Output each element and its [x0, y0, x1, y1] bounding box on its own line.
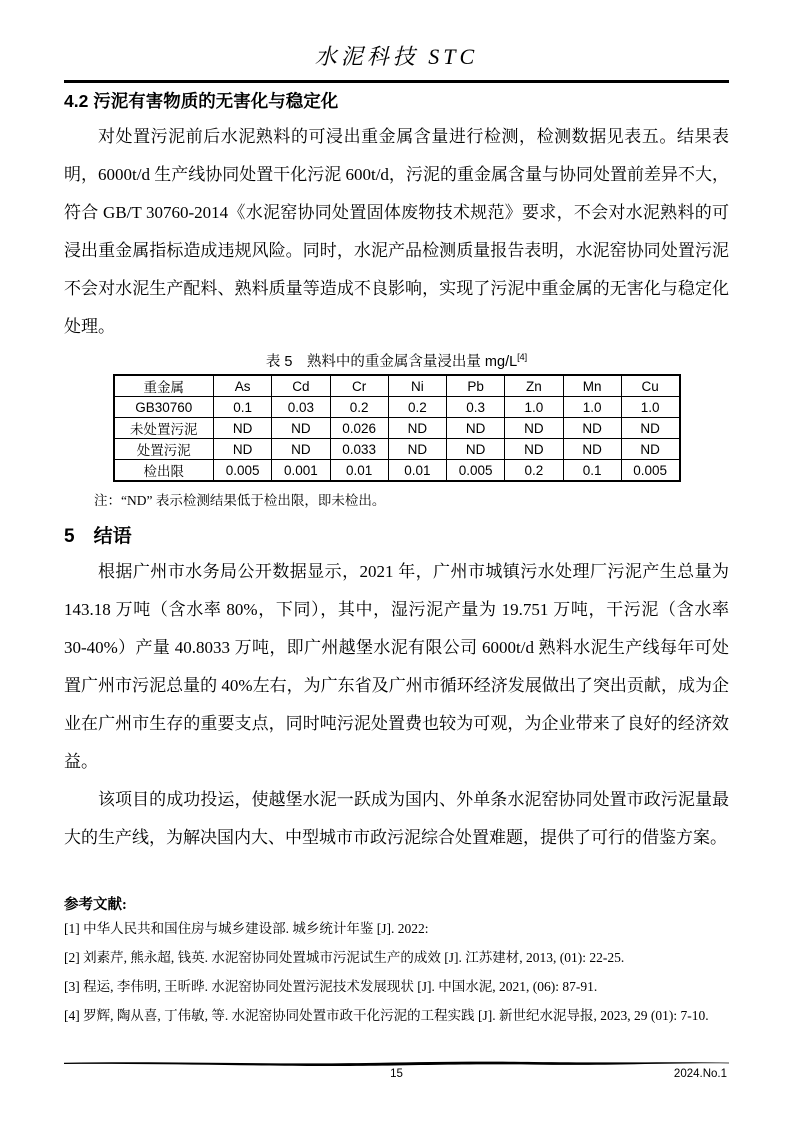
table-cell: ND — [447, 439, 505, 460]
reference-item: [4] 罗辉, 陶从喜, 丁伟敏, 等. 水泥窑协同处置市政干化污泥的工程实践 [J]. 新世纪水泥导报, 2023, 29 (01): 7-10. — [64, 1008, 709, 1023]
table-header-cell: As — [214, 375, 272, 397]
journal-title: 水泥科技 STC — [314, 44, 479, 69]
table-cell: ND — [621, 418, 679, 439]
references-section — [64, 893, 729, 1030]
table-cell: GB30760 — [114, 397, 214, 418]
table-cell: 0.026 — [330, 418, 388, 439]
table-cell: 0.005 — [621, 460, 679, 482]
table-row — [114, 397, 680, 418]
table-cell: 0.1 — [563, 460, 621, 482]
table-cell: 0.1 — [214, 397, 272, 418]
table-cell: ND — [505, 418, 563, 439]
table-header-cell: Pb — [447, 375, 505, 397]
reference-item: [1] 中华人民共和国住房与城乡建设部. 城乡统计年鉴 [J]. 2022: — [64, 921, 429, 936]
table-cell: 未处置污泥 — [114, 418, 214, 439]
section-5-paragraph-1: 根据广州市水务局公开数据显示，2021 年，广州市城镇污水处理厂污泥产生总量为 143.18 万吨（含水率 80%，下同），其中，湿污泥产量为 19.751 万吨，干污泥（含水率 30-40%）产量 40.8033 万吨，即广州越堡水泥有限公司 6000t/d 熟料水泥生产线每年可处置广州市污泥总量的 40%左右，为广东省及广州市循环经济发展做出了突出贡献，成为企业在广州市生存的重要支点，同时吨污泥处置费也较为可观，为企业带来了良好的经济效益。 — [64, 562, 729, 771]
section-5-paragraph-2: 该项目的成功投运，使越堡水泥一跃成为国内、外单条水泥窑协同处置市政污泥量最大的生产线，为解决国内大、中型城市市政污泥综合处置难题，提供了可行的借鉴方案。 — [64, 790, 729, 847]
table-row — [114, 439, 680, 460]
table-cell: ND — [388, 439, 446, 460]
table-cell: ND — [447, 418, 505, 439]
table-header-cell: 重金属 — [114, 375, 214, 397]
table-cell: 0.033 — [330, 439, 388, 460]
table-caption-text: 表 5 熟料中的重金属含量浸出量 mg/L — [265, 354, 518, 370]
table-cell: ND — [563, 439, 621, 460]
table-cell: ND — [563, 418, 621, 439]
table-header-cell: Cu — [621, 375, 679, 397]
table-cell: 0.03 — [272, 397, 330, 418]
table-cell: 1.0 — [505, 397, 563, 418]
table-header-cell: Cd — [272, 375, 330, 397]
table-cell: ND — [214, 418, 272, 439]
table-header-cell: Ni — [388, 375, 446, 397]
footer-row — [64, 1068, 729, 1084]
table-cell: 0.3 — [447, 397, 505, 418]
heavy-metals-table-body — [114, 375, 680, 481]
section-4-2-paragraph: 对处置污泥前后水泥熟料的可浸出重金属含量进行检测，检测数据见表五。结果表明，6000t/d 生产线协同处置干化污泥 600t/d，污泥的重金属含量与协同处置前差异不大，符合 GB/T 30760-2014《水泥窑协同处置固体废物技术规范》要求，不会对水泥熟料的可浸出重金属指标造成违规风险。同时，水泥产品检测质量报告表明，水泥窑协同处置污泥不会对水泥生产配料、熟料质量等造成不良影响，实现了污泥中重金属的无害化与稳定化处理。 — [64, 127, 729, 336]
table-cell: ND — [272, 439, 330, 460]
table-caption-citation: [4] — [517, 352, 528, 363]
table-cell: 0.001 — [272, 460, 330, 482]
reference-item: [2] 刘素芹, 熊永超, 钱英. 水泥窑协同处置城市污泥试生产的成效 [J]. 江苏建材, 2013, (01): 22-25. — [64, 950, 625, 965]
reference-item: [3] 程运, 李伟明, 王昕晔. 水泥窑协同处置污泥技术发展现状 [J]. 中国水泥, 2021, (06): 87-91. — [64, 979, 598, 994]
table-cell: 1.0 — [563, 397, 621, 418]
table-cell: 0.2 — [388, 397, 446, 418]
header-rule — [64, 80, 729, 83]
table-cell: ND — [272, 418, 330, 439]
table-caption — [64, 350, 729, 371]
table-cell: ND — [505, 439, 563, 460]
table-cell: ND — [388, 418, 446, 439]
table-header-cell: Zn — [505, 375, 563, 397]
table-cell: 0.01 — [388, 460, 446, 482]
page-footer — [64, 1059, 729, 1084]
table-cell: 0.01 — [330, 460, 388, 482]
table-cell: 1.0 — [621, 397, 679, 418]
table-row — [114, 418, 680, 439]
references-heading: 参考文献: — [64, 897, 127, 913]
table-cell: 0.005 — [214, 460, 272, 482]
table-header-cell: Mn — [563, 375, 621, 397]
table-header-cell: Cr — [330, 375, 388, 397]
table-cell: 处置污泥 — [114, 439, 214, 460]
table-cell: ND — [621, 439, 679, 460]
page-number: 15 — [390, 1068, 403, 1080]
table-cell: 0.2 — [330, 397, 388, 418]
table-row — [114, 460, 680, 482]
section-heading-4-2: 4.2 污泥有害物质的无害化与稳定化 — [64, 91, 339, 111]
table-header-row — [114, 375, 680, 397]
issue-label: 2024.No.1 — [673, 1068, 727, 1080]
footer-divider-line — [64, 1059, 729, 1067]
table-cell: 检出限 — [114, 460, 214, 482]
section-heading-5: 5 结语 — [64, 526, 132, 547]
table-cell: 0.2 — [505, 460, 563, 482]
table-cell: 0.005 — [447, 460, 505, 482]
table-note: 注：“ND” 表示检测结果低于检出限，即未检出。 — [94, 493, 386, 508]
table-cell: ND — [214, 439, 272, 460]
heavy-metals-table — [113, 374, 681, 482]
